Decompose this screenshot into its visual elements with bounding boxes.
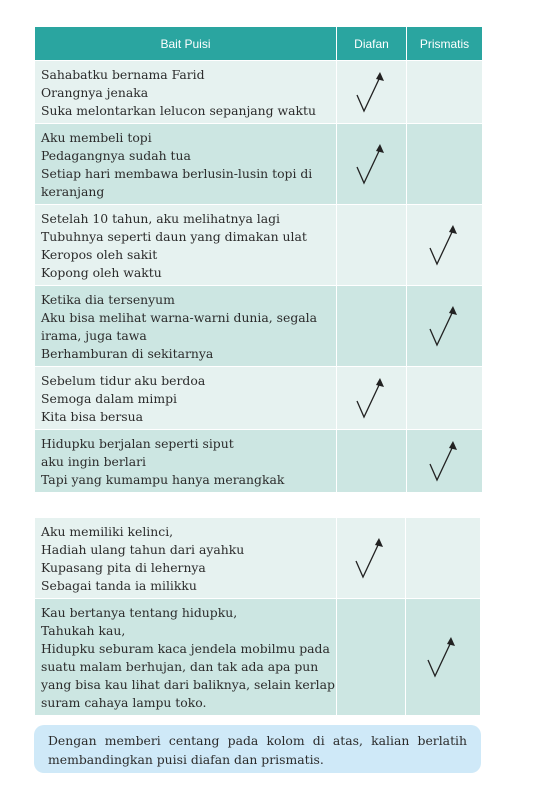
poem-stanza-cell: [35, 599, 337, 716]
poem-line: Pedagangnya sudah tua: [41, 148, 191, 163]
poem-line: aku ingin berlari: [41, 454, 146, 469]
poem-line: Sahabatku bernama Farid: [41, 67, 205, 82]
poem-line: suram cahaya lampu toko.: [41, 695, 207, 710]
checkmark-icon: [428, 224, 462, 268]
poem-line: irama, juga tawa: [41, 328, 147, 343]
poem-line: Sebelum tidur aku berdoa: [41, 373, 206, 388]
prismatis-cell[interactable]: [405, 599, 480, 716]
poem-stanza-cell: [35, 286, 337, 367]
prismatis-cell[interactable]: [407, 430, 483, 493]
checkmark-icon: [428, 305, 462, 349]
poem-line: Tahukah kau,: [41, 623, 126, 638]
poem-line: Kau bertanya tentang hidupku,: [41, 605, 238, 620]
header-bait-puisi: Bait Puisi: [35, 27, 337, 61]
diafan-cell[interactable]: [336, 599, 405, 716]
checkmark-icon: [426, 636, 460, 680]
poem-line: Keropos oleh sakit: [41, 247, 158, 262]
poem-line: Setelah 10 tahun, aku melihatnya lagi: [41, 211, 281, 226]
poem-line: keranjang: [41, 184, 105, 199]
poem-line: Berhamburan di sekitarnya: [41, 346, 214, 361]
checkmark-icon: [355, 71, 389, 115]
table-row: [35, 205, 483, 286]
header-diafan: Diafan: [337, 27, 407, 61]
poem-line: Kita bisa bersua: [41, 409, 144, 424]
table-row: [35, 286, 483, 367]
poem-stanza: [35, 124, 336, 204]
diafan-cell[interactable]: [337, 430, 407, 493]
poem-stanza: [35, 367, 336, 429]
poem-line: suatu malam berhujan, dan tak ada apa pun: [41, 659, 319, 674]
poem-stanza: [35, 599, 336, 715]
prismatis-cell[interactable]: [407, 367, 483, 430]
poem-line: Kupasang pita di lehernya: [41, 560, 206, 575]
poem-stanza: [35, 61, 336, 123]
poem-line: Setiap hari membawa berlusin-lusin topi di: [41, 166, 313, 181]
poem-line: Semoga dalam mimpi: [41, 391, 178, 406]
table-row: [35, 124, 483, 205]
table-row: [35, 518, 481, 599]
table-row: [35, 599, 481, 716]
poem-stanza: [35, 518, 336, 598]
prismatis-cell[interactable]: [407, 205, 483, 286]
prismatis-cell[interactable]: [407, 286, 483, 367]
poem-stanza-cell: [35, 61, 337, 124]
poem-line: Ketika dia tersenyum: [41, 292, 175, 307]
prismatis-cell[interactable]: [405, 518, 480, 599]
poem-stanza-cell: [35, 430, 337, 493]
poem-line: Tubuhnya seperti daun yang dimakan ulat: [41, 229, 307, 244]
diafan-cell[interactable]: [336, 518, 405, 599]
poem-table-1: [34, 26, 483, 493]
diafan-cell[interactable]: [337, 61, 407, 124]
diafan-cell[interactable]: [337, 124, 407, 205]
poem-stanza-cell: [35, 367, 337, 430]
diafan-cell[interactable]: [337, 367, 407, 430]
table-row: [35, 61, 483, 124]
poem-stanza: [35, 286, 336, 366]
poem-table-2: [34, 517, 481, 716]
instruction-note: Dengan memberi centang pada kolom di atas, kalian berlatih membandingkan puisi diafan dan prismatis.: [34, 725, 481, 773]
poem-line: Aku membeli topi: [41, 130, 152, 145]
poem-line: Hidupku seburam kaca jendela mobilmu pada: [41, 641, 330, 656]
diafan-cell[interactable]: [337, 286, 407, 367]
checkmark-icon: [355, 143, 389, 187]
prismatis-cell[interactable]: [407, 61, 483, 124]
poem-stanza-cell: [35, 518, 337, 599]
header-row: [35, 27, 483, 61]
poem-line: Aku memiliki kelinci,: [41, 524, 174, 539]
prismatis-cell[interactable]: [407, 124, 483, 205]
poem-stanza-cell: [35, 205, 337, 286]
checkmark-icon: [354, 537, 388, 581]
poem-line: Aku bisa melihat warna-warni dunia, segala: [41, 310, 317, 325]
poem-stanza: [35, 205, 336, 285]
poem-line: Kopong oleh waktu: [41, 265, 162, 280]
poem-stanza-cell: [35, 124, 337, 205]
header-prismatis: Prismatis: [407, 27, 483, 61]
poem-line: Orangnya jenaka: [41, 85, 149, 100]
diafan-cell[interactable]: [337, 205, 407, 286]
poem-line: Sebagai tanda ia milikku: [41, 578, 197, 593]
poem-line: Hadiah ulang tahun dari ayahku: [41, 542, 245, 557]
table-row: [35, 430, 483, 493]
checkmark-icon: [428, 440, 462, 484]
table-row: [35, 367, 483, 430]
poem-line: yang bisa kau lihat dari baliknya, selain kerlap: [41, 677, 335, 692]
checkmark-icon: [355, 377, 389, 421]
poem-line: Tapi yang kumampu hanya merangkak: [41, 472, 285, 487]
poem-line: Suka melontarkan lelucon sepanjang waktu: [41, 103, 316, 118]
poem-stanza: [35, 430, 336, 492]
poem-line: Hidupku berjalan seperti siput: [41, 436, 234, 451]
